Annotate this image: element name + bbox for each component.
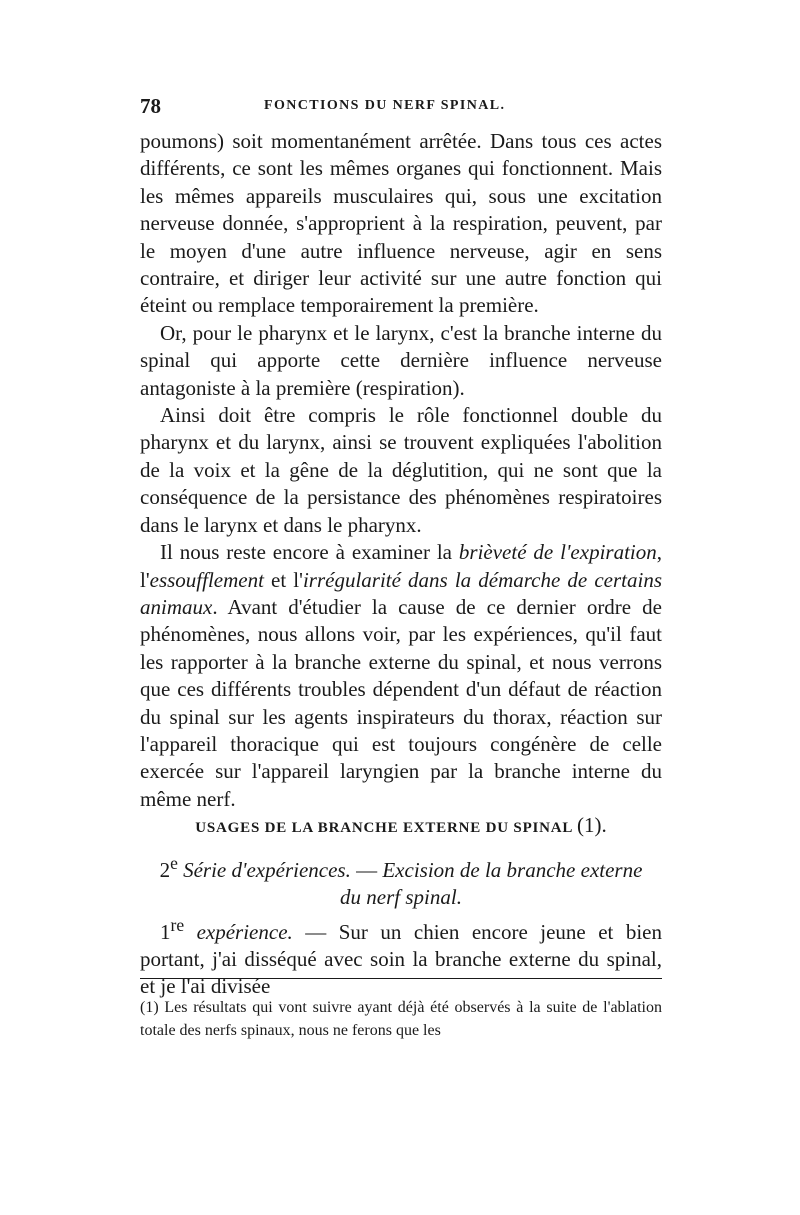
running-head: FONCTIONS DU NERF SPINAL. <box>264 98 506 113</box>
page-number: 78 <box>140 94 161 118</box>
paragraph: Ainsi doit être compris le rôle fonctionnel double du pharynx et du larynx, ainsi se trouvent expliquées l'abolition de la voix et la gêne de la déglutition, qui ne sont que la conséquence de la persistance des phénomènes respiratoires dans le larynx et dans le pharynx. <box>140 403 662 537</box>
body-text <box>140 128 662 813</box>
paragraph <box>140 539 662 813</box>
italic-term: essoufflement <box>149 567 264 592</box>
paragraph-text: Il nous reste encore à examiner la <box>160 540 459 565</box>
paragraph: Or, pour le pharynx et le larynx, c'est la branche interne du spinal qui apporte cette dernière influence nerveuse antagoniste à la première (respiration). <box>140 320 662 400</box>
experiment-number: 1 <box>160 920 171 944</box>
italic-term: brièveté de l'expiration <box>458 540 657 565</box>
series-dash: — <box>350 858 383 882</box>
paragraph-text: , l' <box>140 540 662 592</box>
series-description: Excision de la branche externe <box>382 858 643 882</box>
series-number: 2 <box>159 858 171 882</box>
paragraph-text: et l' <box>263 567 303 592</box>
page-header <box>140 94 662 124</box>
experiment-number-suffix: re <box>170 915 185 935</box>
section-heading <box>140 813 662 838</box>
section-heading-text: USAGES DE LA BRANCHE EXTERNE DU SPINAL <box>195 820 573 836</box>
footnote-reference: (1). <box>576 813 607 837</box>
footnotes <box>140 996 662 1042</box>
paragraph-text: . Avant d'étudier la cause de ce dernier ordre de phénomènes, nous allons voir, par les expériences, qu'il faut les rapporter à la branche externe du spinal, et nous verrons que ces différents troubles dépendent d'un défaut de réaction du spinal sur les agents inspirateurs du thorax, réaction sur l'appareil thoracique qui est toujours congénère de celle exercée sur l'appareil laryngien par la branche interne du même nerf. <box>140 594 662 811</box>
series-description: du nerf spinal. <box>340 885 462 909</box>
footnote-divider <box>140 978 662 979</box>
experiment-paragraph <box>140 912 662 1000</box>
paragraph: poumons) soit momentanément arrêtée. Dans tous ces actes différents, ce sont les mêmes organes qui fonctionnent. Mais les mêmes appareils musculaires qui, sous une excitation nerveuse donnée, s'approprient à la respiration, peuvent, par le moyen d'une autre influence nerveuse, agir en sens contraire, et diriger leur activité sur une autre fonction qui éteint ou remplace temporairement la première. <box>140 129 662 318</box>
experiment-entry <box>140 912 662 1000</box>
experiment-label: expérience. <box>184 920 293 944</box>
italic-term: irrégularité dans la démarche de certains animaux <box>140 567 662 619</box>
series-label: Série d'expériences. <box>177 858 351 882</box>
series-number-suffix: e <box>170 853 178 873</box>
experiment-text: — Sur un chien encore jeune et bien portant, j'ai disséqué avec soin la branche externe du spinal, et je l'ai divisée <box>140 920 663 998</box>
footnote: (1) Les résultats qui vont suivre ayant déjà été observés à la suite de l'ablation totale des nerfs spinaux, nous ne ferons que les <box>140 999 662 1039</box>
experiment-series-title <box>140 850 662 911</box>
